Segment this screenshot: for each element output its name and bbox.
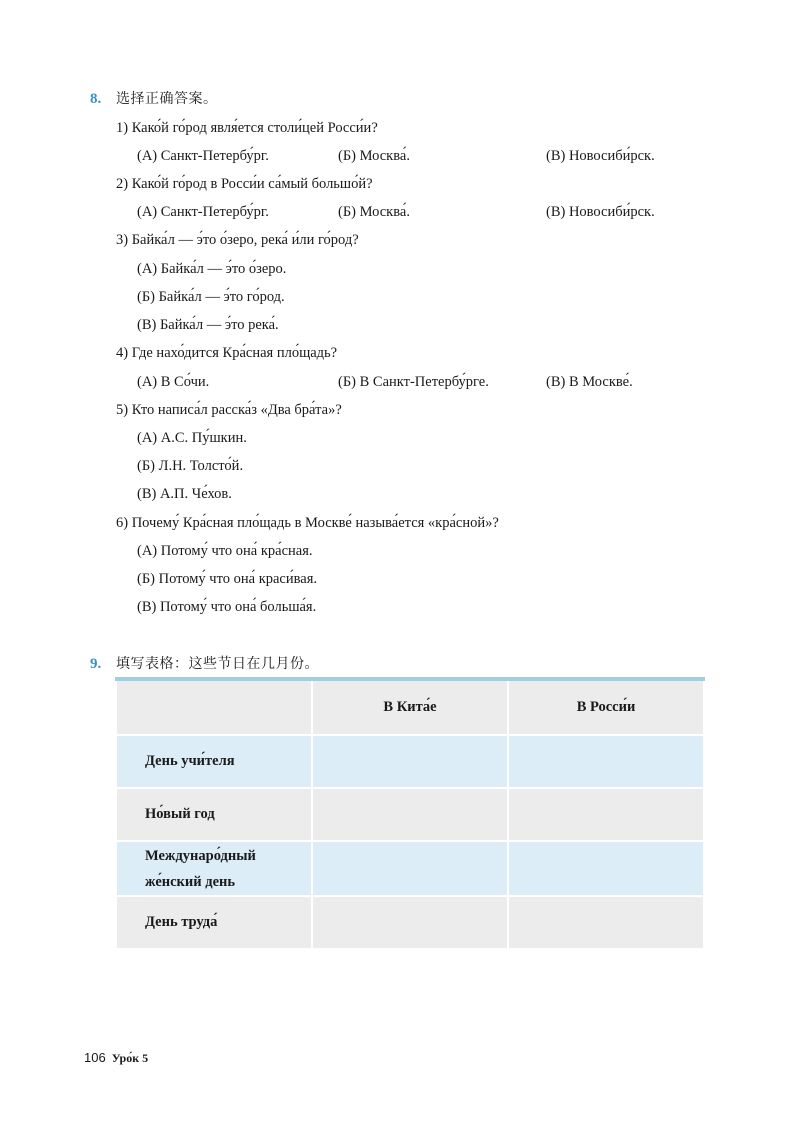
cell-new-year-russia[interactable]: [508, 788, 704, 841]
row-label-labour-day: День труда́: [116, 896, 312, 949]
question-1-option-a[interactable]: (А) Санкт-Петербу́рг.: [137, 148, 269, 164]
question-5-option-a[interactable]: (А) А.С. Пу́шкин.: [137, 430, 247, 446]
cell-womens-day-china[interactable]: [312, 841, 508, 896]
task-9-title: 填写表格：这些节日在几月份。: [116, 656, 319, 672]
question-3-option-a[interactable]: (А) Байка́л — э́то о́зеро.: [137, 261, 287, 277]
table-corner-cell: [116, 679, 312, 735]
question-6-option-c[interactable]: (В) Потому́ что она́ больша́я.: [137, 599, 317, 615]
table-row: [116, 896, 704, 949]
question-4: 4) Где нахо́дится Кра́сная пло́щадь?: [116, 345, 338, 361]
question-2-option-a[interactable]: (А) Санкт-Петербу́рг.: [137, 204, 269, 220]
holidays-table: [115, 677, 705, 950]
row-label-womens-day-line2: же́нский день: [145, 873, 236, 890]
table-row: [116, 788, 704, 841]
question-2: 2) Како́й го́род в Росси́и са́мый большо́й?: [116, 176, 373, 192]
question-6: 6) Почему́ Кра́сная пло́щадь в Москве́ называ́ется «кра́сной»?: [116, 515, 499, 531]
task-9-heading: [90, 653, 319, 673]
question-6-option-a[interactable]: (А) Потому́ что она́ кра́сная.: [137, 543, 313, 559]
question-1-option-b[interactable]: (Б) Москва́.: [338, 148, 410, 164]
row-label-womens-day-line1: Междунаро́дный: [145, 847, 256, 864]
question-3: 3) Байка́л — э́то о́зеро, река́ и́ли го́род?: [116, 232, 359, 248]
cell-new-year-china[interactable]: [312, 788, 508, 841]
lesson-label: Уро́к 5: [111, 1051, 149, 1065]
column-header-china: В Кита́е: [312, 679, 508, 735]
question-2-option-b[interactable]: (Б) Москва́.: [338, 204, 410, 220]
question-4-option-a[interactable]: (А) В Со́чи.: [137, 374, 210, 390]
task-8-number: 8.: [90, 91, 102, 107]
question-5-option-b[interactable]: (Б) Л.Н. Толсто́й.: [137, 458, 244, 474]
table-row: [116, 841, 704, 896]
row-label-teachers-day: День учи́теля: [116, 735, 312, 788]
task-9-number: 9.: [90, 656, 102, 672]
question-2-option-c[interactable]: (В) Новосиби́рск.: [546, 204, 655, 220]
cell-labour-day-china[interactable]: [312, 896, 508, 949]
question-1: 1) Како́й го́род явля́ется столи́цей Росси́и?: [116, 120, 378, 136]
question-4-option-b[interactable]: (Б) В Санкт-Петербу́рге.: [338, 374, 489, 390]
table-row: [116, 735, 704, 788]
task-8-title: 选择正确答案。: [116, 91, 218, 107]
page-footer: [84, 1050, 148, 1066]
question-3-option-c[interactable]: (В) Байка́л — э́то река́.: [137, 317, 279, 333]
row-label-new-year: Но́вый год: [116, 788, 312, 841]
question-3-option-b[interactable]: (Б) Байка́л — э́то го́род.: [137, 289, 285, 305]
cell-labour-day-russia[interactable]: [508, 896, 704, 949]
cell-teachers-day-russia[interactable]: [508, 735, 704, 788]
page-number: 106: [84, 1050, 106, 1065]
question-5: 5) Кто написа́л расска́з «Два бра́та»?: [116, 402, 342, 418]
row-label-womens-day: [116, 841, 312, 896]
table-header-row: [116, 679, 704, 735]
cell-womens-day-russia[interactable]: [508, 841, 704, 896]
question-5-option-c[interactable]: (В) А.П. Че́хов.: [137, 486, 232, 502]
cell-teachers-day-china[interactable]: [312, 735, 508, 788]
question-1-option-c[interactable]: (В) Новосиби́рск.: [546, 148, 655, 164]
column-header-russia: В Росси́и: [508, 679, 704, 735]
question-6-option-b[interactable]: (Б) Потому́ что она́ краси́вая.: [137, 571, 318, 587]
question-4-option-c[interactable]: (В) В Москве́.: [546, 374, 633, 390]
task-8-heading: [90, 88, 218, 108]
